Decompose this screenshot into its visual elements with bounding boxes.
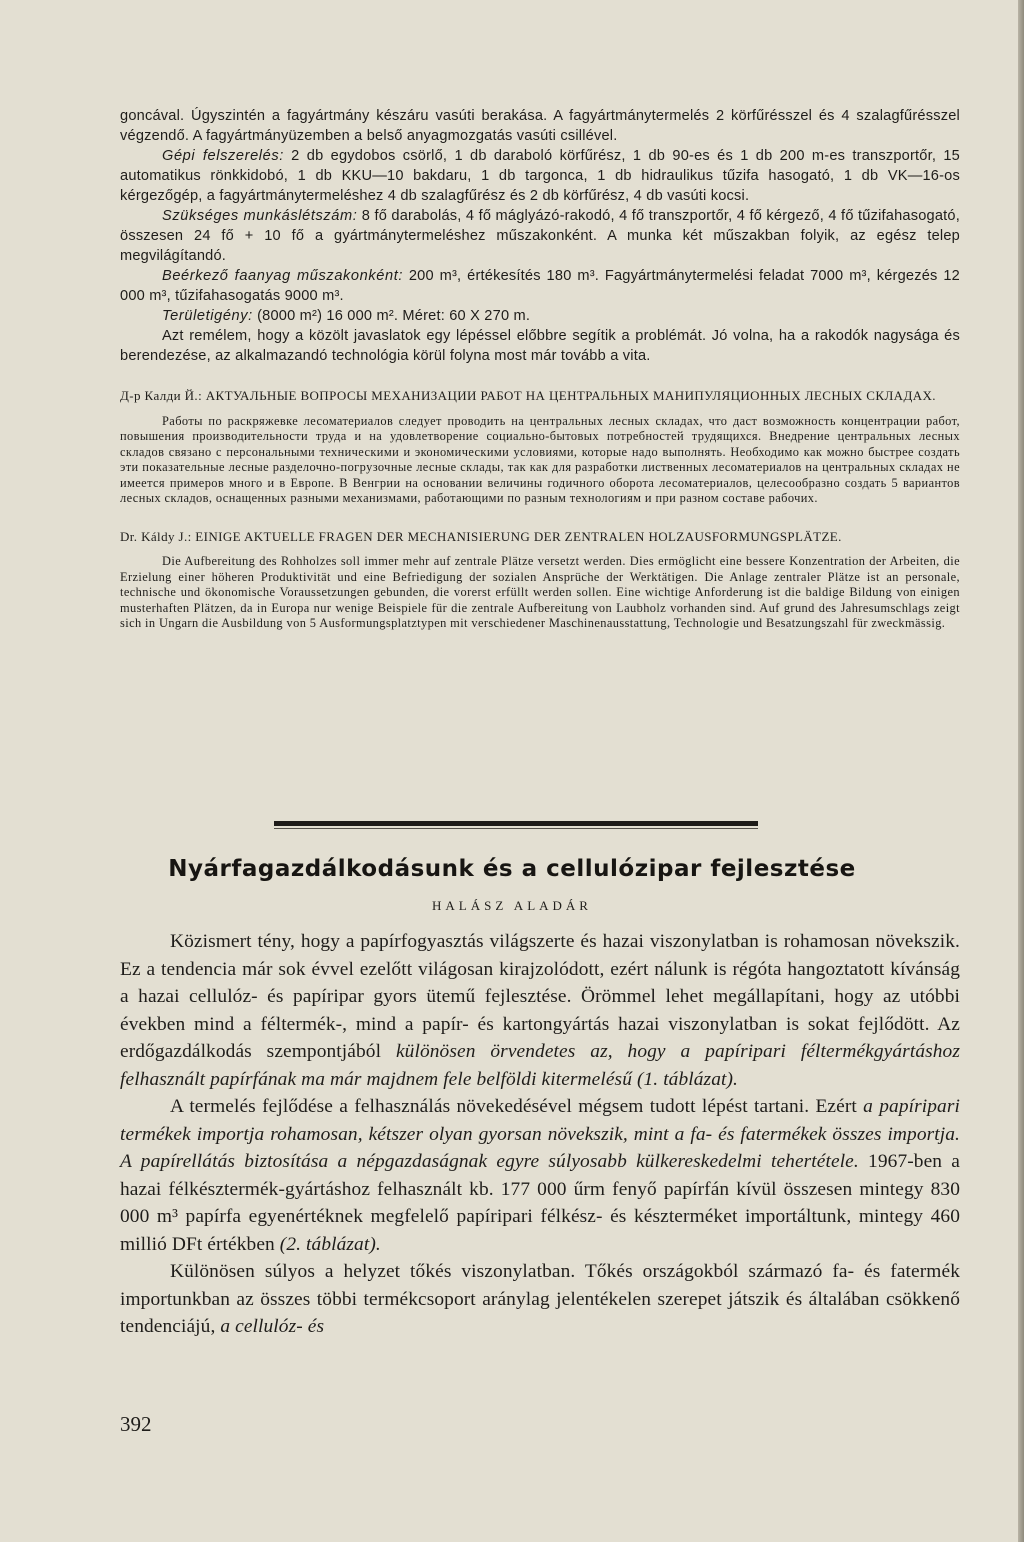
paragraph: Szükséges munkáslétszám: 8 fő darabolás, 4 fő máglyázó-rakodó, 4 fő transzportőr, 4 fő kérgező, 4 fő tűzifahasogató, összesen 24 fő + 10 fő a gyártmánytermeléshez műszakonként. A munka két műszakban folyik, az egész telep megvilágítandó. xyxy=(120,208,960,264)
top-text-block xyxy=(120,106,960,632)
paragraph: goncával. Úgyszintén a fagyártmány készáru vasúti berakása. A fagyártmánytermelés 2 körfűrésszel és 4 szalagfűrésszel végzendő. A fagyártmányüzemben a belső anyagmozgatás vasúti csillével. xyxy=(120,108,960,144)
russian-summary-text: Работы по раскряжевке лесоматериалов следует проводить на центральных лесных складах, что даст возможность концентрации работ, повышения производительности труда и на удовлетворение социально-бытовых потребностей трудящихся. Внедрение центральных лесных складов связано с персональными техническими и экономическими условиями, которые надо выполнять. Необходимо как можно быстрее создать эти показательные лесные разделочно-погрузочные лесные склады, так как для разработки лиственных лесоматериалов на центральных складах не имеется примеров много и в Европе. В Венгрии на основании величины годичного оборота лесоматериалов, целесообразно создать 5 вариантов лесных складов, оснащенных разными механизмами, работающими по разным технологиям и при разном составе рабочих. xyxy=(120,413,960,505)
section-divider xyxy=(274,821,758,826)
german-summary-title: Dr. Káldy J.: EINIGE AKTUELLE FRAGEN DER MECHANISIERUNG DER ZENTRALEN HOLZAUSFORMUNGSPLÄTZE. xyxy=(120,528,842,544)
paragraph: A termelés fejlődése a felhasználás növekedésével mégsem tudott lépést tartani. Ezért a papíripari termékek importja rohamosan, kétszer olyan gyorsan növekszik, mint a fa- és fatermékek összes importja. A papírellátás biztosítása a népgazdaságnak egyre súlyosabb külkereskedelmi tehertétele. 1967-ben a hazai félkésztermék-gyártáshoz felhasznált kb. 177 000 űrm fenyő papírfán kívül összesen mintegy 830 000 m³ papírfa egyenértéknek megfelelő papíripari félkész- és készterméket importáltunk, mintegy 460 millió DFt értékben (2. táblázat). xyxy=(120,1096,961,1255)
article-body xyxy=(120,928,960,1341)
paragraph: Beérkező faanyag műszakonként: 200 m³, értékesítés 180 m³. Fagyártmánytermelési feladat 7000 m³, kérgezés 12 000 m³, tűzifahasogatás 9000 m³. xyxy=(120,268,960,304)
paragraph: Közismert tény, hogy a papírfogyasztás világszerte és hazai viszonylatban is rohamosan növekszik. Ez a tendencia már sok évvel ezelőtt világosan kirajzolódott, ezért nálunk is régóta hangoztatott kívánság a hazai cellulóz- és papíripar gyors ütemű fejlesztése. Örömmel lehet megállapítani, hogy az utóbbi években mind a féltermék-, mind a papír- és kartongyártás hazai viszonylatban is sokat fejlődött. Az erdőgazdálkodás szempontjából különösen örvendetes az, hogy a papíripari féltermékgyártáshoz felhasznált papírfának ma már majdnem fele belföldi kitermelésű (1. táblázat). xyxy=(120,931,960,1090)
page-edge xyxy=(1018,0,1024,1542)
article-title: Nyárfagazdálkodásunk és a cellulózipar fejlesztése xyxy=(168,856,856,882)
paragraph: Területigény: (8000 m²) 16 000 m². Méret: 60 X 270 m. xyxy=(162,308,531,324)
paragraph: Azt remélem, hogy a közölt javaslatok egy lépéssel előbbre segítik a problémát. Jó volna, ha a rakodók nagysága és berendezése, az alkalmazandó technológia körül folyna most már tovább a vita. xyxy=(120,328,960,364)
section-divider-thin xyxy=(274,828,758,829)
paragraph: Gépi felszerelés: 2 db egydobos csörlő, 1 db daraboló körfűrész, 1 db 90-es és 1 db 200 m-es transzportőr, 15 automatikus rönkkidobó, 1 db KKU—10 bakdaru, 1 db targonca, 1 db hidraulikus tűzifa hasogató, 1 db VK—16-os kérgezőgép, a fagyártmánytermeléshez 4 db szalagfűrész és 2 db körfűrész, 4 db vasúti kocsi. xyxy=(120,148,960,204)
german-summary-text: Die Aufbereitung des Rohholzes soll immer mehr auf zentrale Plätze versetzt werden. Dies ermöglicht eine bessere Konzentration der Arbeiten, die Erzielung einer höheren Produktivität und eine Befriedigung der sozialen Ansprüche der Werktätigen. Die Anlage zentraler Plätze ist an personale, technische und ökonomische Voraussetzungen gebunden, die vorerst erfüllt werden sollen. Eine wichtige Anforderung ist die baldige Bildung von einigen musterhaften Plätzen, da in Europa nur wenige Beispiele für die zentrale Aufbereitung von Laubholz vorhanden sind. Auf grund des Jahresumschlags zeigt sich in Ungarn die Ausbildung von 5 Ausformungsplatztypen mit verschiedener Maschinenausstattung, Technologie und Besatzungszahl für zweckmässig. xyxy=(120,554,960,630)
page-number: 392 xyxy=(120,1412,152,1436)
paragraph: Különösen súlyos a helyzet tőkés viszonylatban. Tőkés országokból származó fa- és fatermék importunkban az összes többi termékcsoport aránylag jelentékelen szerepet játszik és általában csökkenő tendenciájú, a cellulóz- és xyxy=(120,1261,960,1337)
article-author: HALÁSZ ALADÁR xyxy=(432,898,592,913)
russian-summary-title: Д-р Калди Й.: АКТУАЛЬНЫЕ ВОПРОСЫ МЕХАНИЗАЦИИ РАБОТ НА ЦЕНТРАЛЬНЫХ МАНИПУЛЯЦИОННЫХ ЛЕСНЫХ СКЛАДАХ. xyxy=(120,388,936,403)
